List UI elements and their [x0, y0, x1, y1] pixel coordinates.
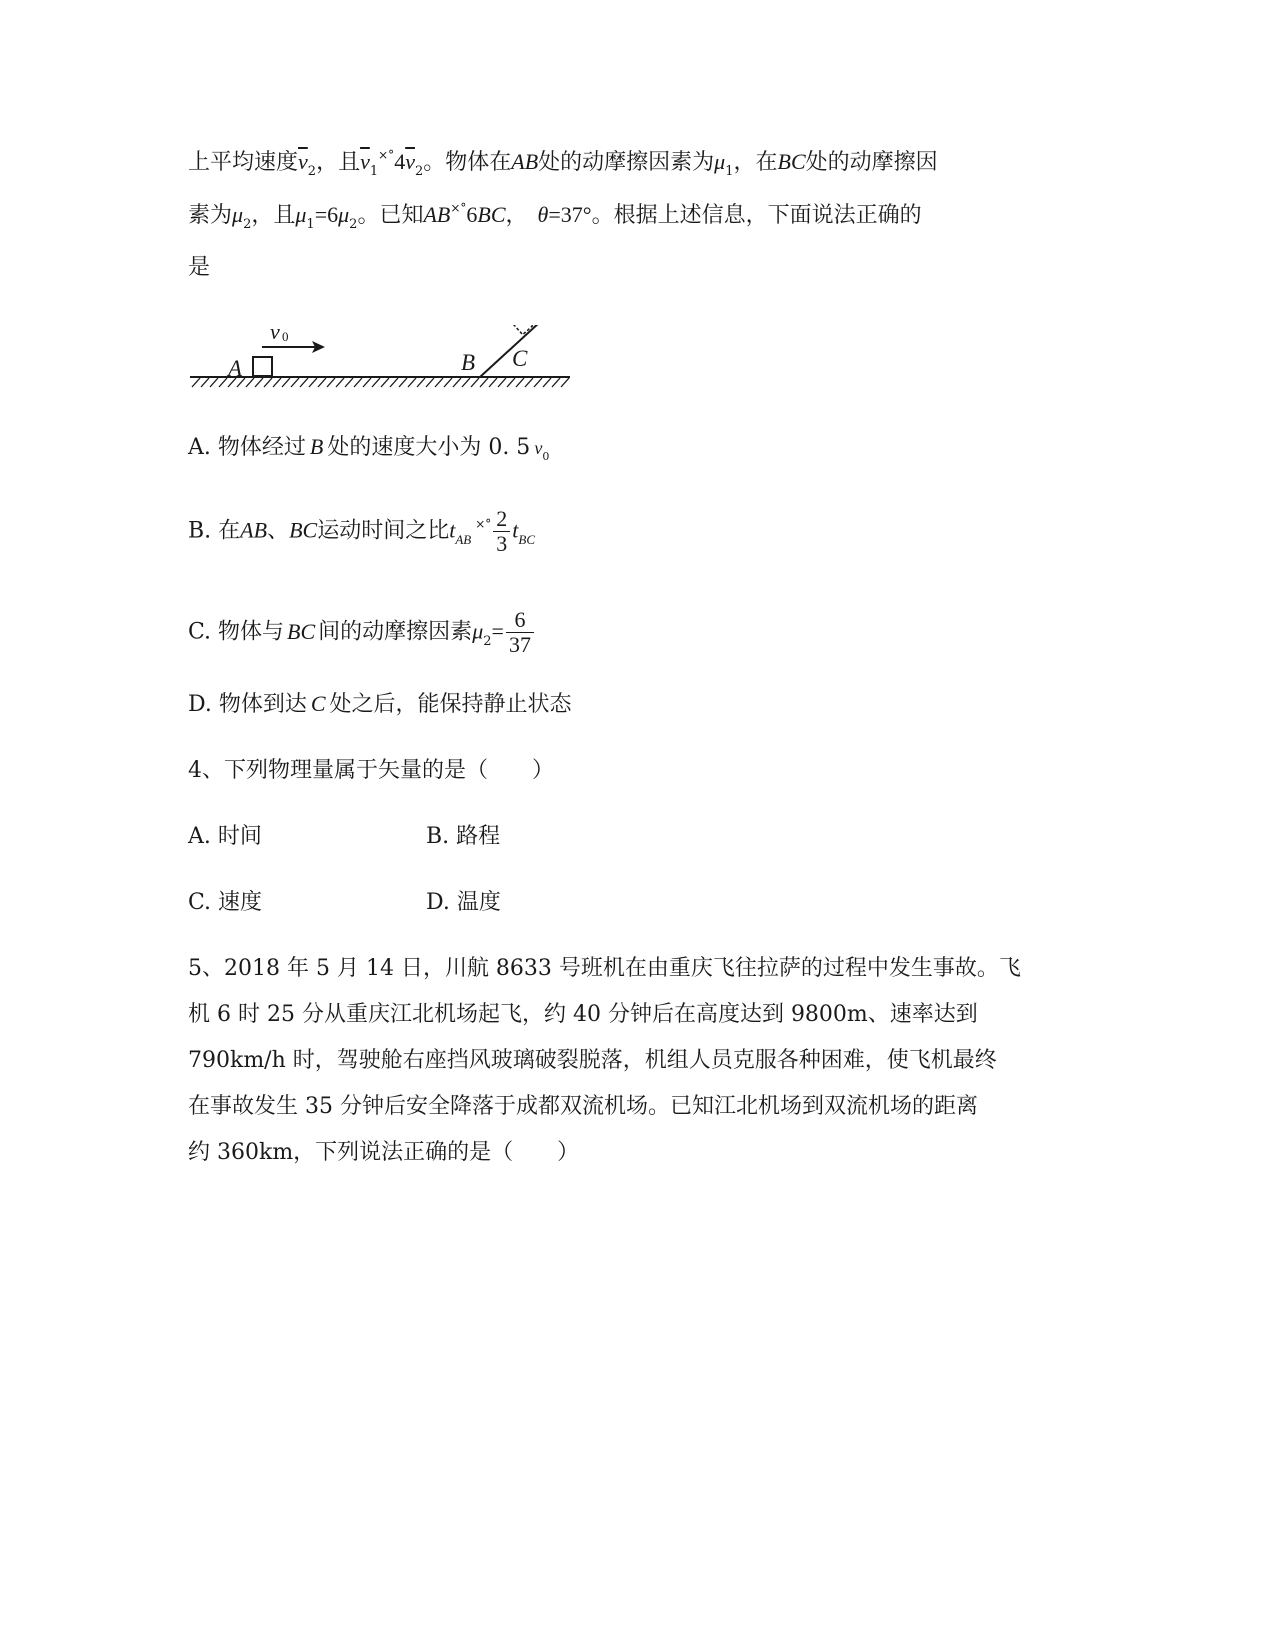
theta-symbol: θ	[537, 202, 549, 227]
time-symbol: t	[449, 517, 456, 543]
mu-symbol: μ	[295, 202, 307, 227]
incline-diagram	[190, 325, 580, 395]
ground-hatching	[192, 378, 569, 387]
hatch-mark	[426, 378, 434, 387]
numerator: 6	[506, 608, 534, 633]
text: 素为	[188, 203, 233, 228]
q4-option-b: B. 路程	[426, 824, 501, 849]
hatch-mark	[489, 378, 497, 387]
hatch-mark	[444, 378, 452, 387]
q5-line-2: 机 6 时 25 分从重庆江北机场起飞，约 40 分钟后在高度达到 9800m、速率达到	[188, 1002, 978, 1027]
v0-label: v	[270, 325, 280, 344]
label-b: B	[461, 350, 476, 375]
text: 。物体在	[423, 150, 512, 175]
block-c-dashed	[514, 325, 532, 335]
subscript: 2	[414, 164, 424, 179]
q3-line-2	[188, 200, 922, 234]
hatch-mark	[354, 378, 362, 387]
denominator: 3	[496, 531, 508, 556]
mu-symbol: μ	[232, 202, 244, 227]
q3-line-1	[188, 147, 938, 181]
hatch-mark	[471, 378, 479, 387]
denominator: 37	[508, 632, 531, 657]
hatch-mark	[201, 378, 209, 387]
subscript: 2	[483, 633, 492, 649]
text: B. 在	[188, 518, 241, 544]
hatch-mark	[435, 378, 443, 387]
q4-stem: 4、下列物理量属于矢量的是（ ）	[188, 758, 554, 783]
hatch-mark	[363, 378, 371, 387]
segment-label: AB	[240, 517, 268, 543]
text: D. 物体到达	[188, 692, 307, 717]
text: ，且	[251, 203, 296, 228]
text: 处的动摩擦因素为	[538, 150, 715, 175]
hatch-mark	[381, 378, 389, 387]
hatch-mark	[516, 378, 524, 387]
q3-line-3: 是	[188, 255, 211, 280]
text: 运动时间之比	[317, 518, 450, 544]
hatch-mark	[282, 378, 290, 387]
block-a	[253, 357, 272, 376]
text: ，且	[316, 150, 361, 175]
velocity-symbol: $\overline{v}$	[298, 149, 308, 174]
hatch-mark	[192, 378, 200, 387]
mu-symbol: μ	[338, 202, 350, 227]
hatch-mark	[408, 378, 416, 387]
hatch-mark	[219, 378, 227, 387]
numerator: 2	[493, 507, 510, 532]
incline-line	[480, 325, 540, 377]
q5-line-3: 790km/h 时，驾驶舱右座挡风玻璃破裂脱落，机组人员克服各种困难，使飞机最终	[188, 1048, 997, 1073]
velocity-symbol: $\overline{v}$	[405, 149, 415, 174]
mu-symbol: μ	[714, 149, 726, 174]
q3-option-a	[188, 432, 549, 466]
velocity-symbol: $\overline{v}$	[360, 149, 370, 174]
text: 处之后，能保持静止状态	[329, 692, 572, 717]
hatch-mark	[453, 378, 461, 387]
equals-sign: =	[491, 618, 504, 644]
q4-option-c: C. 速度	[188, 890, 263, 915]
hatch-mark	[372, 378, 380, 387]
segment-label: AB	[423, 202, 451, 227]
q4-option-d: D. 温度	[426, 890, 501, 915]
point-label: B	[309, 434, 324, 459]
segment-label: AB	[511, 149, 539, 174]
hatch-mark	[525, 378, 533, 387]
hatch-mark	[417, 378, 425, 387]
text: 上平均速度	[188, 150, 299, 175]
hatch-mark	[552, 378, 560, 387]
hatch-mark	[255, 378, 263, 387]
hatch-mark	[561, 378, 569, 387]
subscript: AB	[455, 531, 472, 547]
subscript: 1	[306, 217, 315, 232]
hatch-mark	[498, 378, 506, 387]
hatch-mark	[345, 378, 353, 387]
text: A. 物体经过	[188, 435, 306, 460]
fraction	[493, 507, 510, 556]
subscript: 0	[542, 450, 550, 463]
segment-label: BC	[777, 149, 806, 174]
text: C. 物体与	[188, 619, 285, 645]
hatch-mark	[300, 378, 308, 387]
q5-line-1: 5、2018 年 5 月 14 日，川航 8633 号班机在由重庆飞往拉萨的过程中发生事故。飞	[188, 956, 1021, 981]
subscript: 2	[307, 164, 317, 179]
subscript: 2	[349, 217, 358, 232]
relation-glyph: ×°	[450, 201, 467, 215]
point-label: C	[310, 691, 326, 716]
relation-glyph: ×°	[378, 148, 395, 162]
hatch-mark	[309, 378, 317, 387]
hatch-mark	[336, 378, 344, 387]
text: 4	[394, 149, 406, 174]
text: =6	[314, 202, 339, 227]
hatch-mark	[318, 378, 326, 387]
text: 间的动摩擦因素	[318, 619, 473, 645]
hatch-mark	[264, 378, 272, 387]
text: 处的动摩擦因	[805, 150, 938, 175]
segment-label: BC	[289, 517, 318, 543]
hatch-mark	[480, 378, 488, 387]
velocity-symbol: v	[534, 438, 543, 458]
subscript: BC	[518, 531, 536, 547]
text: ，在	[733, 150, 778, 175]
hatch-mark	[543, 378, 551, 387]
hatch-mark	[534, 378, 542, 387]
hatch-mark	[327, 378, 335, 387]
q5-line-4: 在事故发生 35 分钟后安全降落于成都双流机场。已知江北机场到双流机场的距离	[188, 1094, 978, 1119]
segment-label: BC	[477, 202, 506, 227]
text: 。根据上述信息，下面说法正确的	[591, 203, 922, 228]
text: 、	[267, 518, 290, 544]
text: 6	[466, 202, 478, 227]
hatch-mark	[273, 378, 281, 387]
hatch-mark	[210, 378, 218, 387]
text: 处的速度大小为 0. 5	[327, 435, 531, 460]
q5-line-5: 约 360km，下列说法正确的是（ ）	[188, 1140, 580, 1165]
hatch-mark	[246, 378, 254, 387]
subscript: 1	[369, 164, 379, 179]
hatch-mark	[291, 378, 299, 387]
relation-glyph: ×°	[475, 516, 492, 531]
text: ，	[505, 203, 528, 228]
q3-option-b	[188, 507, 535, 556]
hatch-mark	[462, 378, 470, 387]
hatch-mark	[507, 378, 515, 387]
segment-label: BC	[287, 618, 316, 644]
hatch-mark	[390, 378, 398, 387]
mu-symbol: μ	[472, 618, 484, 644]
hatch-mark	[399, 378, 407, 387]
v0-subscript: 0	[282, 329, 289, 344]
q3-option-c	[188, 608, 536, 657]
subscript: 1	[725, 164, 734, 179]
text: =37°	[548, 202, 592, 227]
fraction	[506, 608, 534, 657]
q3-option-d	[188, 689, 572, 720]
label-a: A	[228, 356, 243, 381]
label-c: C	[512, 346, 528, 371]
subscript: 2	[243, 217, 252, 232]
text: 。已知	[357, 203, 424, 228]
q4-option-a: A. 时间	[188, 824, 262, 849]
time-symbol: t	[512, 517, 519, 543]
